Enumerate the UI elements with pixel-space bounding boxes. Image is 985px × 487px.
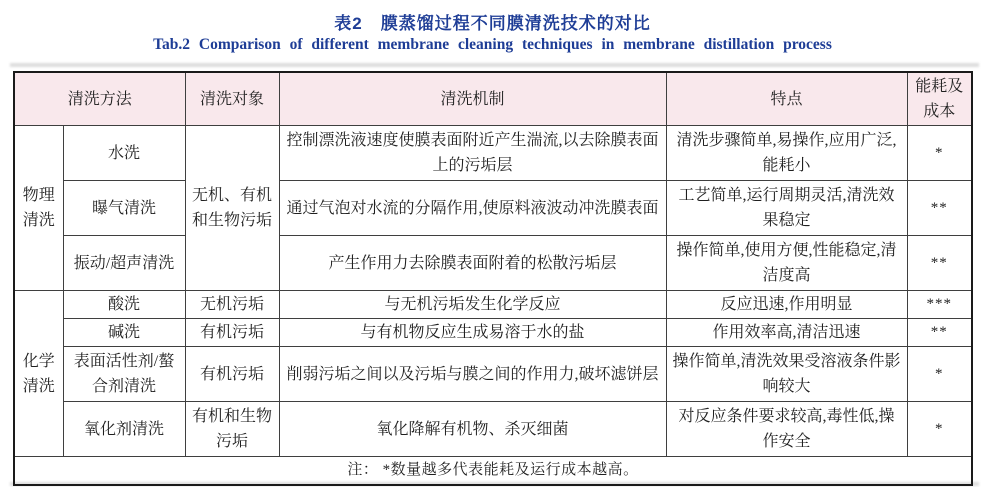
- cell-mechanism: 产生作用力去除膜表面附着的松散污垢层: [279, 236, 666, 291]
- cell-features: 反应迅速,作用明显: [666, 291, 907, 319]
- header-cell-energy-cost: 能耗及成本: [907, 72, 972, 126]
- cell-energy-rating: ***: [907, 291, 972, 319]
- cell-object: 有机和生物污垢: [185, 402, 279, 457]
- table-header-row: [14, 72, 972, 126]
- cell-object: 无机污垢: [185, 291, 279, 319]
- cell-energy-rating: *: [907, 402, 972, 457]
- table-footnote: 注： *数量越多代表能耗及运行成本越高。: [14, 457, 972, 486]
- scan-artifact-line-top: [10, 63, 979, 67]
- cell-energy-rating: *: [907, 347, 972, 402]
- table-row: [14, 236, 972, 291]
- cell-features: 清洗步骤简单,易操作,应用广泛,能耗小: [666, 126, 907, 181]
- header-cell-cleaning-method: 清洗方法: [14, 72, 185, 126]
- cell-mechanism: 氧化降解有机物、杀灭细菌: [279, 402, 666, 457]
- cell-energy-rating: *: [907, 126, 972, 181]
- table-row: [14, 319, 972, 347]
- table-title-zh: 表2 膜蒸馏过程不同膜清洗技术的对比: [334, 14, 651, 33]
- cell-object: 有机污垢: [185, 319, 279, 347]
- cell-mechanism: 削弱污垢之间以及污垢与膜之间的作用力,破坏滤饼层: [279, 347, 666, 402]
- table-row: [14, 347, 972, 402]
- cell-object-merged: 无机、有机和生物污垢: [185, 126, 279, 291]
- cell-method: 曝气清洗: [63, 181, 185, 236]
- cell-energy-rating: **: [907, 319, 972, 347]
- cell-features: 操作简单,清洗效果受溶液条件影响较大: [666, 347, 907, 402]
- table-row: [14, 402, 972, 457]
- header-cell-cleaning-object: 清洗对象: [185, 72, 279, 126]
- cell-method: 氧化剂清洗: [63, 402, 185, 457]
- cell-mechanism: 控制漂洗液速度使膜表面附近产生湍流,以去除膜表面上的污垢层: [279, 126, 666, 181]
- cell-method: 水洗: [63, 126, 185, 181]
- header-cell-cleaning-mechanism: 清洗机制: [279, 72, 666, 126]
- cell-features: 作用效率高,清洁迅速: [666, 319, 907, 347]
- cell-method: 表面活性剂/螯合剂清洗: [63, 347, 185, 402]
- membrane-cleaning-comparison-table: [13, 71, 973, 486]
- header-cell-features: 特点: [666, 72, 907, 126]
- cell-features: 对反应条件要求较高,毒性低,操作安全: [666, 402, 907, 457]
- group-label-physical-cleaning: 物理清洗: [14, 126, 63, 291]
- cell-method: 振动/超声清洗: [63, 236, 185, 291]
- cell-features: 操作简单,使用方便,性能稳定,清洁度高: [666, 236, 907, 291]
- cell-mechanism: 通过气泡对水流的分隔作用,使原料液波动冲洗膜表面: [279, 181, 666, 236]
- cell-mechanism: 与无机污垢发生化学反应: [279, 291, 666, 319]
- table-row: [14, 126, 972, 181]
- cell-method: 碱洗: [63, 319, 185, 347]
- cell-features: 工艺简单,运行周期灵活,清洗效果稳定: [666, 181, 907, 236]
- table-row: [14, 181, 972, 236]
- cell-energy-rating: **: [907, 181, 972, 236]
- cell-mechanism: 与有机物反应生成易溶于水的盐: [279, 319, 666, 347]
- table-note-row: [14, 457, 972, 486]
- table-row: [14, 291, 972, 319]
- table-title-en: Tab.2 Comparison of different membrane cleaning techniques in membrane distillation process: [153, 36, 832, 53]
- cell-energy-rating: **: [907, 236, 972, 291]
- group-label-chemical-cleaning: 化学清洗: [14, 291, 63, 457]
- cell-object: 有机污垢: [185, 347, 279, 402]
- cell-method: 酸洗: [63, 291, 185, 319]
